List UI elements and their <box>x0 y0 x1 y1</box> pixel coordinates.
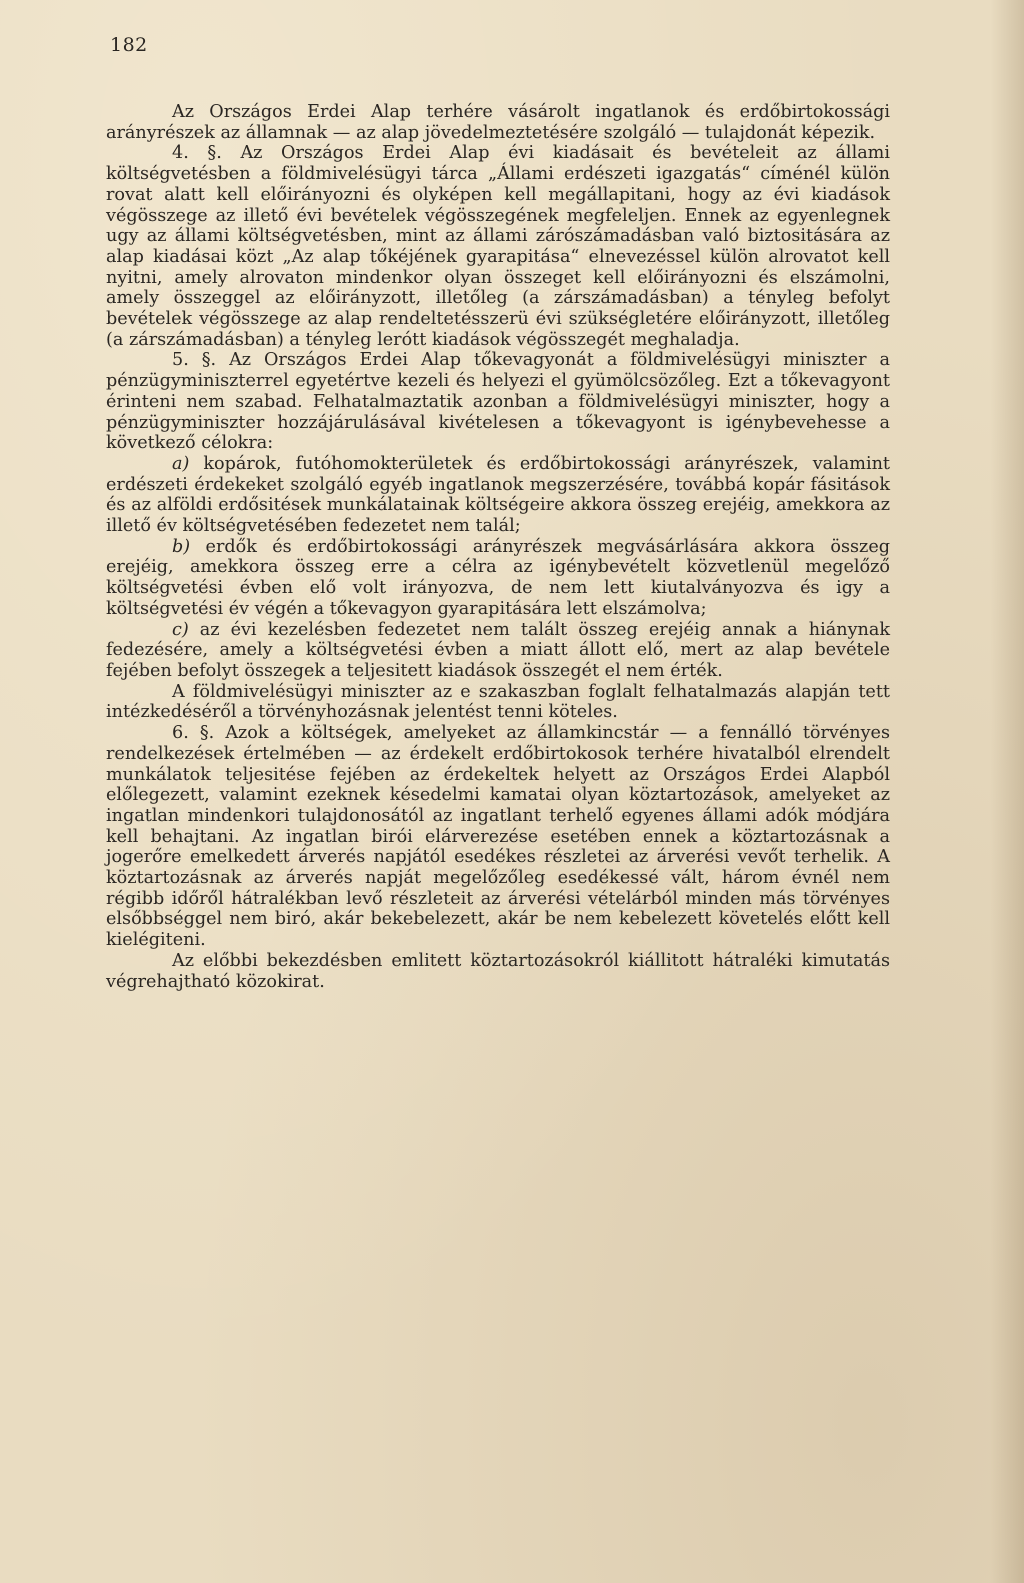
body-text <box>106 102 890 992</box>
list-item-a-label: a) <box>172 453 190 474</box>
paragraph-enforceable-document: Az előbbi bekezdésben emlitett köztartozásokról kiállitott hátraléki kimutatás végrehajtható közokirat. <box>106 950 890 992</box>
paragraph-section-4: 4. §. Az Országos Erdei Alap évi kiadásait és bevételeit az állami költségvetésben a földmivelésügyi tárca „Állami erdészeti igazgatás“ címénél külön rovat alatt kell előirányozni és olyképen kell megállapitani, hogy az évi kiadások végösszege az illető évi bevételek végösszegének megfeleljen. Ennek az egyenlegnek ugy az állami költségvetésben, mint az állami zárószámadásban való biztositására az alap kiadásai közt „Az alap tőkéjének gyarapitása“ elnevezéssel külön alrovatot kell nyitni, amely alrovaton mindenkor olyan összeget kell előirányozni és elszámolni, amely összeggel az előirányzott, illetőleg (a zárszámadásban) a tényleg befolyt bevételek végösszege az alap rendeltetésszerü évi szükségletére előirányzott, illetőleg (a zárszámadásban) a tényleg lerótt kiadások végösszegét meghaladja. <box>106 143 890 350</box>
list-item-c-text: az évi kezelésben fedezetet nem talált összeg erejéig annak a hiánynak fedezésére, amely a költségvetési évben a miatt állott elő, mert az alap bevétele fejében befolyt összegek a teljesitett kiadások összegét el nem érték. <box>106 619 890 681</box>
paragraph-reporting-duty: A földmivelésügyi miniszter az e szakaszban foglalt felhatalmazás alapján tett intézkedéséről a törvényhozásnak jelentést tenni köteles. <box>106 681 890 723</box>
list-item-b <box>106 537 890 620</box>
paragraph-section-5: 5. §. Az Országos Erdei Alap tőkevagyonát a földmivelésügyi miniszter a pénzügyminiszterrel egyetértve kezeli és helyezi el gyümölcsözőleg. Ezt a tőkevagyont érinteni nem szabad. Felhatalmaztatik azonban a földmivelésügyi miniszter, hogy a pénzügyminiszter hozzájárulásával kivételesen a tőkevagyont is igénybevehesse a következő célokra: <box>106 350 890 454</box>
list-item-b-text: erdők és erdőbirtokossági arányrészek megvásárlására akkora összeg erejéig, amekkora összeg erre a célra az igénybevételt közvetlenül megelőző költségvetési évben elő volt irányozva, de nem lett kiutalványozva és igy a költségvetési év végén a tőkevagyon gyarapitására lett elszámolva; <box>106 536 890 619</box>
paragraph-ownership: Az Országos Erdei Alap terhére vásárolt ingatlanok és erdőbirtokossági arányrészek az államnak — az alap jövedelmeztetésére szolgáló — tulajdonát képezik. <box>106 102 890 143</box>
list-item-c-label: c) <box>172 619 189 640</box>
paragraph-section-6: 6. §. Azok a költségek, amelyeket az államkincstár — a fennálló törvényes rendelkezések értelmében — az érdekelt erdőbirtokosok terhére hivatalból elrendelt munkálatok teljesitése fejében az érdekeltek helyett az Országos Erdei Alapból előlegezett, valamint ezeknek késedelmi kamatai olyan köztartozások, amelyeket az ingatlan mindenkori tulajdonosától az ingatlant terhelő egyenes állami adók módjára kell behajtani. Az ingatlan birói elárverezése esetében ennek a köztartozásnak a jogerőre emelkedett árverés napjától esedékes részletei az árverési vevőt terhelik. A köztartozásnak az árverés napját megelőzőleg esedékessé vált, három évnél nem régibb időről hátralékban levő részleteit az árverési vételárból minden más törvényes elsőbbséggel nem biró, akár bekebelezett, akár be nem kebelezett követelés előtt kell kielégiteni. <box>106 723 890 951</box>
page-number: 182 <box>110 34 148 56</box>
list-item-b-label: b) <box>172 536 191 557</box>
page-edge-shadow <box>990 0 1024 1583</box>
list-item-a-text: kopárok, futóhomokterületek és erdőbirtokossági arányrészek, valamint erdészeti érdekeket szolgáló egyéb ingatlanok megszerzésére, továbbá kopár fásitások és az alföldi erdősitések munkálatainak költségeire akkora összeg erejéig, amekkora az illető év költségvetésében fedezetet nem talál; <box>106 453 890 537</box>
list-item-c <box>106 620 890 682</box>
list-item-a <box>106 454 890 537</box>
